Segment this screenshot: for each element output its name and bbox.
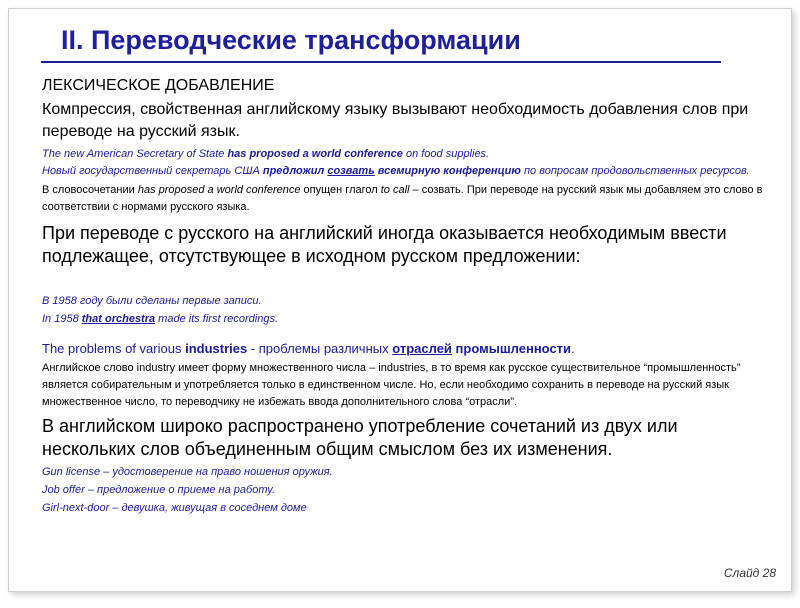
- explanation-note: [42, 182, 772, 216]
- text-run: – созвать. При переводе на русский язык мы добавляем это слово в соответствии с нормами русского языка.: [42, 184, 763, 213]
- title-underline: [41, 61, 721, 63]
- highlighted-phrase: всемирную конференцию: [377, 165, 521, 177]
- text-run: The new American Secretary of State: [42, 148, 228, 160]
- italic-phrase: has proposed a world conference: [137, 184, 301, 196]
- intro-paragraph: Компрессия, свойственная английскому языку вызывают необходимость добавления слов при переводе на русский язык.: [42, 101, 749, 140]
- spacer: [42, 328, 772, 338]
- slide-content: [42, 75, 772, 517]
- text-run: опущен глагол: [300, 184, 381, 196]
- compound-example: Gun license – удостоверение на право ношения оружия.: [42, 466, 333, 478]
- added-subject: that orchestra: [81, 313, 156, 325]
- text-run: made its first recordings.: [155, 313, 278, 325]
- spacer: [42, 268, 772, 292]
- highlighted-phrase: has proposed a world conference: [227, 148, 403, 160]
- text-run: The problems of various: [42, 341, 186, 356]
- text-run: - проблемы различных: [247, 341, 393, 356]
- added-word: отраслей: [392, 341, 452, 356]
- text-run: В словосочетании: [42, 184, 138, 196]
- text-run: .: [571, 341, 575, 356]
- compound-example: Girl-next-door – девушка, живущая в соседнем доме: [42, 502, 307, 514]
- highlighted-word: industries: [185, 341, 248, 356]
- text-run: on food supplies.: [402, 148, 490, 160]
- text-run: по вопросам продовольственных ресурсов.: [520, 165, 750, 177]
- italic-phrase: to call: [380, 184, 410, 196]
- industries-note: Английское слово industry имеет форму множественного числа – industries, в то время как русское существительное “промышленность” является собирательным и употребляется только в единственном числе. Но, если необходимо сохранить в переводе на русский язык множественное число, то переводчику не избежать ввода дополнительного слова “отрасли”.: [42, 362, 741, 408]
- compounds-paragraph: В английском широко распространено употребление сочетаний из двух или нескольких слов объединенным общим смыслом без их изменения.: [42, 416, 678, 459]
- example-russian-translation: [42, 163, 772, 180]
- subject-addition-paragraph: При переводе с русского на английский иногда оказывается необходимым ввести подлежащее, отсутствующее в исходном русском предложении:: [42, 223, 727, 266]
- example-russian-sentence: В 1958 году были сделаны первые записи.: [42, 295, 262, 307]
- text-run: Новый государственный секретарь США: [42, 165, 263, 177]
- industries-example: [42, 338, 772, 360]
- added-word: созвать: [327, 165, 375, 177]
- highlighted-word: предложил: [262, 165, 325, 177]
- section-heading: ЛЕКСИЧЕСКОЕ ДОБАВЛЕНИЕ: [42, 77, 275, 94]
- slide-title: II. Переводческие трансформации: [61, 25, 521, 55]
- example-english-sentence: [42, 145, 772, 163]
- slide-number: Слайд 28: [723, 566, 776, 580]
- highlighted-word: промышленности: [455, 341, 572, 356]
- example-english-translation: [42, 310, 772, 328]
- title-area: [41, 21, 721, 63]
- compound-example: Job offer – предложение о приеме на работу.: [42, 484, 276, 496]
- text-run: In 1958: [42, 313, 82, 325]
- slide: [8, 8, 792, 592]
